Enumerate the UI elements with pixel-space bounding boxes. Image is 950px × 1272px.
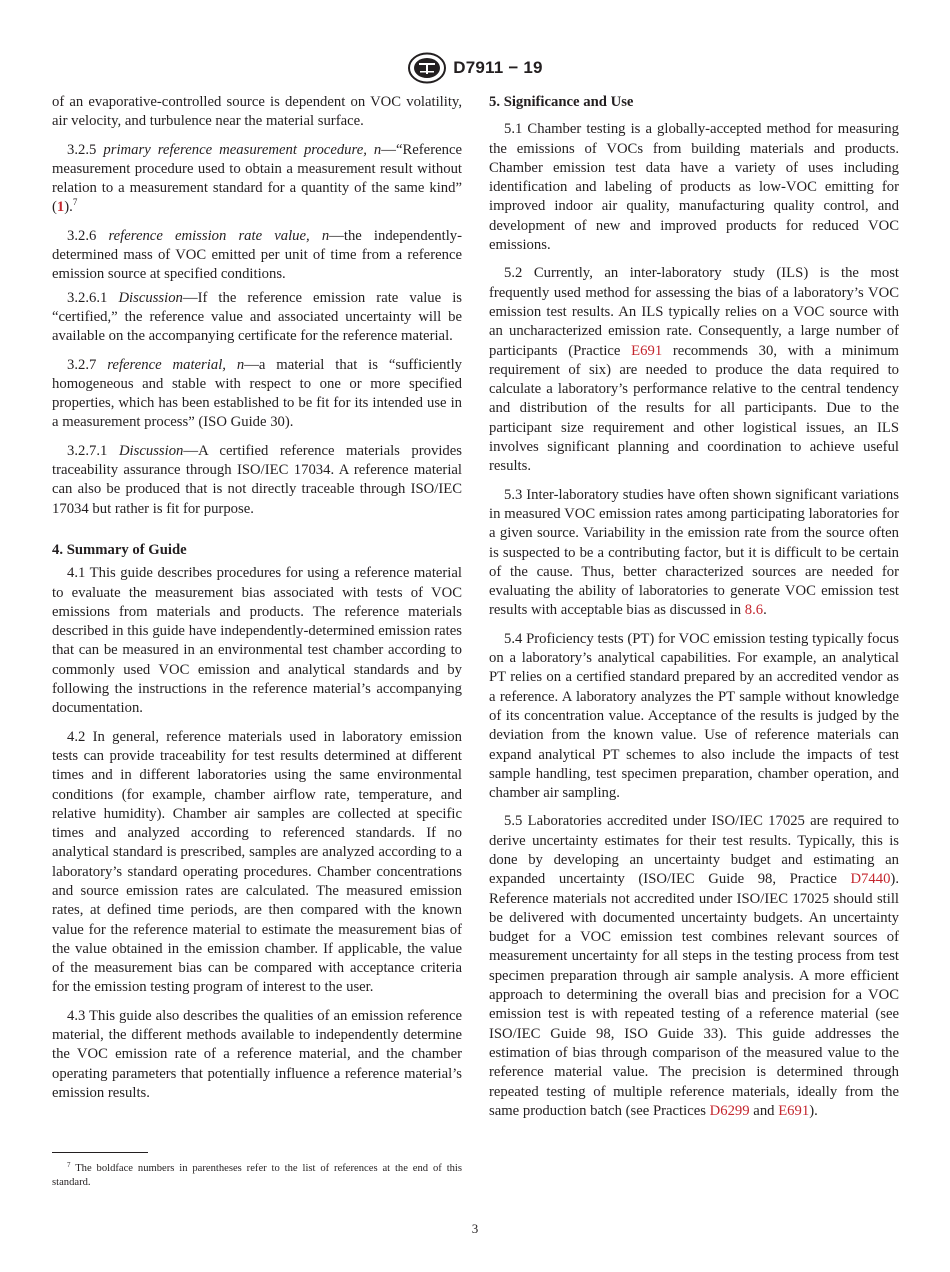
standard-link-d6299[interactable]: D6299	[709, 1102, 750, 1119]
paragraph-5-2: 5.2 Currently, an inter-laboratory study (ILS) is the most frequently used method for assessing the bias of a laboratory’s VOC emission test results. An ILS typically relies on a VOC source with an uncharacterized emission rate. Consequently, a large number of participants (Practice E691 recommends 30, with a minimum requirement of six) are needed to produce the data required to calculate a laboratory’s performance relative to the central tendency and distribution of the results for all participants. Due to the participant size requirement and other logistical issues, an ILS involves significant planning and coordination to achieve useful results.	[489, 265, 899, 475]
paragraph-4-2: 4.2 In general, reference materials used in laboratory emission tests can provide traceability for test results determined at different times and in different laboratories using the same environmental conditions (for example, chamber airflow rate, temperature, and relative humidity). Chamber air samples are collected at specific times and analyzed according to referenced standards. If no analytical standard is prescribed, samples are analyzed according to a laboratory’s standard operating procedures. Chamber concentrations and source emission rates are calculated. The measured emission rates, at defined time periods, are then compared with the known value for the reference material to estimate the measurement bias of the value obtained in the emission chamber. If applicable, the value of the measurement bias can be compared with acceptance criteria for the emission testing program of interest to the user.	[52, 728, 462, 996]
astm-logo-icon	[407, 52, 447, 84]
footnote-divider	[52, 1152, 148, 1153]
term-reference-emission-rate-value: reference emission rate value, n	[108, 227, 330, 244]
term-reference-material: reference material, n	[107, 356, 245, 373]
left-column	[52, 93, 462, 1103]
discussion-3-2-6-1: 3.2.6.1 Discussion—If the reference emission rate value is “certified,” the reference value and associated uncertainty will be available on the accompanying certificate for the reference material.	[52, 289, 462, 345]
standard-link-e691[interactable]: E691	[631, 342, 663, 359]
page-header	[0, 50, 950, 86]
definition-3-2-6: 3.2.6 reference emission rate value, n—the independently-determined mass of VOC emitted per unit of time from a reference emission source at specified conditions.	[52, 227, 463, 283]
paragraph-5-5: 5.5 Laboratories accredited under ISO/IEC 17025 are required to derive uncertainty estimates for their test results. Typically, this is done by developing an uncertainty budget and estimating an expanded uncertainty (ISO/IEC Guide 98, Practice D7440). Reference materials not accredited under ISO/IEC 17025 should still be delivered with documented uncertainty budgets. An uncertainty budget for a VOC emission test combines relevant sources of measurement uncertainty for all steps in the testing process from test specimen preparation through air sample analysis. A more efficient approach to determining the overall bias and precision for a VOC emission test is with repeated testing of a reference material (see ISO/IEC Guide 98, ISO Guide 33). This guide addresses the estimation of bias through comparison of the measured value to the reference material value. The precision is determined through repeated testing of multiple reference materials, ideally from the same production batch (see Practices D6299 and E691).	[489, 813, 899, 1119]
section-heading-4: 4. Summary of Guide	[52, 541, 187, 558]
paragraph-4-1: 4.1 This guide describes procedures for using a reference material to evaluate the measurement bias associated with tests of VOC emissions from materials and products. The reference materials described in this guide have independently-determined emission rates that can be measured in an environmental test chamber according to commonly used VOC emission and analytical standards and by following the instructions in the reference material’s accompanying documentation.	[52, 565, 462, 717]
paragraph-4-3: 4.3 This guide also describes the qualities of an emission reference material, the different methods available to independently determine the VOC emission rate of a reference material, and the chamber operating parameters that potentially influence a reference material’s emission results.	[52, 1007, 462, 1101]
paragraph-5-1: 5.1 Chamber testing is a globally-accepted method for measuring the emissions of VOCs from building materials and products. Chamber emission test data have a variety of uses including identification and labeling of products as low-VOC emitting for improved indoor air quality, manufacturing quality control, and development of new and improved products for reduced VOC emissions.	[489, 121, 899, 254]
reference-link[interactable]: 1	[56, 199, 65, 216]
standard-link-e691[interactable]: E691	[778, 1102, 810, 1119]
standard-designation: D7911 − 19	[453, 58, 543, 77]
term-primary-reference-measurement-procedure: primary reference measurement procedure, n	[103, 141, 382, 158]
footnote: $^7$ The boldface numbers in parentheses refer to the list of references at the end of this standard.	[52, 1161, 462, 1188]
definition-3-2-7: 3.2.7 reference material, n—a material that is “sufficiently homogeneous and stable with respect to one or more specified properties, which has been established to be fit for its intended use in a measurement process” (ISO Guide 30).	[52, 356, 462, 431]
right-column	[489, 93, 899, 1121]
discussion-3-2-7-1: 3.2.7.1 Discussion—A certified reference materials provides traceability assurance through ISO/IEC 17034. A reference material can also be produced that is not directly traceable through ISO/IEC 17034 but rather is fit for purpose.	[52, 442, 463, 517]
paragraph-continued: of an evaporative-controlled source is dependent on VOC volatility, air velocity, and turbulence near the material surface.	[52, 94, 462, 130]
footnote-mark: 7	[72, 197, 78, 208]
paragraph-5-3: 5.3 Inter-laboratory studies have often shown significant variations in measured VOC emission rates among participating laboratories for a given source. Variability in the emission rate from the source often is suspected to be a contributing factor, but it is difficult to be certain of the cause. Thus, better characterized sources are needed for evaluating the ability of laboratories to generate VOC emission test results with acceptable bias as discussed in 8.6.	[489, 486, 899, 619]
section-link-8-6[interactable]: 8.6	[744, 602, 764, 619]
standard-link-d7440[interactable]: D7440	[850, 871, 891, 888]
section-heading-5: 5. Significance and Use	[489, 94, 634, 110]
paragraph-5-4: 5.4 Proficiency tests (PT) for VOC emission testing typically focus on a laboratory’s analytical capabilities. For example, an analytical PT relies on a certified standard prepared by an accredited vendor as a reference. A laboratory analyzes the PT sample without knowledge of its concentration value. Acceptance of the results is judged by the deviation from the known value. Use of reference materials can expand analytical PT schemes to also include the impacts of test sample handling, test specimen preparation, chamber operation, and chamber air sampling.	[489, 630, 899, 802]
definition-3-2-5: 3.2.5 primary reference measurement procedure, n—“Reference measurement procedure used to obtain a measurement result without relation to a measurement standard for a quantity of the same kind” (1).$^7$	[52, 141, 462, 216]
page-number: 3	[471, 1221, 479, 1236]
